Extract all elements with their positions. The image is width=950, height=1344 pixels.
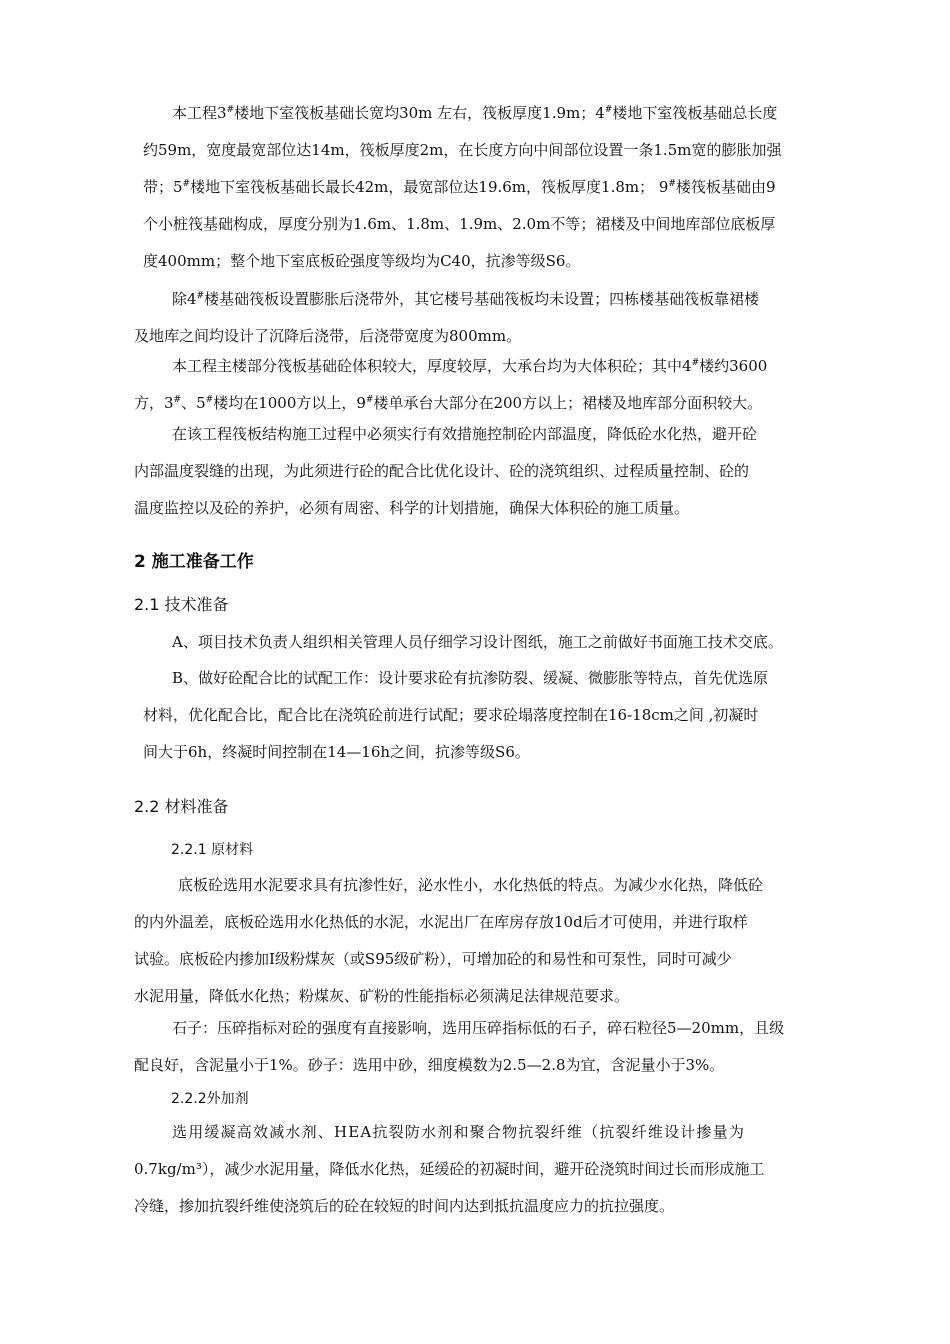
paragraph-foundation-overview [134, 95, 834, 280]
text-line: 方，3#、5#楼均在1000方以上，9#楼单承台大部分在200方以上；裙楼及地库部分面积较大。 [134, 394, 763, 412]
paragraph-aggregates [134, 1010, 834, 1084]
text-line: 除4#楼基础筏板设置膨胀后浇带外，其它楼号基础筏板均未设置；四栋楼基础筏板靠裙楼 [172, 290, 760, 308]
subsubsection-heading-admixtures: 2.2.2外加剂 [171, 1091, 249, 1107]
section-heading: 2 施工准备工作 [134, 552, 254, 572]
text-line: 在该工程筏板结构施工过程中必须实行有效措施控制砼内部温度，降低砼水化热，避开砼 [172, 425, 758, 443]
text-line: 带；5#楼地下室筏板基础长最长42m，最宽部位达19.6m，筏板厚度1.8m； 9#楼筏板基础由9 [143, 178, 776, 196]
text-line: 内部温度裂缝的出现，为此须进行砼的配合比优化设计、砼的浇筑组织、过程质量控制、砼的 [134, 462, 750, 480]
paragraph-mass-concrete [134, 348, 834, 422]
paragraph-cement [134, 867, 834, 1015]
paragraph-post-pour-strip [134, 281, 834, 355]
subsection-heading-materials: 2.2 材料准备 [134, 797, 229, 816]
text-line: 间大于6h，终凝时间控制在14—16h之间，抗渗等级S6。 [143, 743, 530, 761]
text-line: 试验。底板砼内掺加Ⅰ级粉煤灰（或S95级矿粉），可增加砼的和易性和可泵性，同时可减少 [134, 950, 732, 968]
paragraph-item-a [134, 624, 854, 661]
text-line: 材料，优化配合比，配合比在浇筑砼前进行试配；要求砼塌落度控制在16-18cm之间 ,初凝时 [143, 706, 759, 724]
text-line: A、项目技术负责人组织相关管理人员仔细学习设计图纸，施工之前做好书面施工技术交底。 [172, 633, 783, 651]
text-line: 的内外温差，底板砼选用水化热低的水泥，水泥出厂在库房存放10d后才可使用，并进行取样 [134, 913, 748, 931]
subsection-heading-technical: 2.1 技术准备 [134, 595, 229, 614]
text-line: 水泥用量，降低水化热；粉煤灰、矿粉的性能指标必须满足法律规范要求。 [134, 987, 630, 1005]
text-line: 温度监控以及砼的养护，必须有周密、科学的计划措施，确保大体积砼的施工质量。 [134, 499, 690, 517]
text-line: 及地库之间均设计了沉降后浇带，后浇带宽度为800mm。 [134, 327, 522, 345]
paragraph-admixtures [134, 1114, 834, 1225]
subsubsection-heading-raw-materials: 2.2.1 原材料 [171, 842, 254, 858]
text-line: 约59m，宽度最宽部位达14m，筏板厚度2m，在长度方向中间部位设置一条1.5m宽的膨胀加强 [143, 141, 782, 159]
text-line: 配良好，含泥量小于1%。砂子：选用中砂，细度模数为2.5—2.8为宜，含泥量小于3%。 [134, 1056, 725, 1074]
text-line: 本工程3#楼地下室筏板基础长宽均30m 左右，筏板厚度1.9m；4#楼地下室筏板基础总长度 [172, 104, 778, 122]
text-line: 个小桩筏基础构成，厚度分别为1.6m、1.8m、1.9m、2.0m不等；裙楼及中间地库部位底板厚 [143, 215, 776, 233]
text-line: 0.7kg/m³），减少水泥用量，降低水化热，延缓砼的初凝时间，避开砼浇筑时间过长而形成施工 [134, 1160, 765, 1178]
text-line: 石子：压碎指标对砼的强度有直接影响，选用压碎指标低的石子，碎石粒径5—20mm，且级 [172, 1019, 785, 1037]
text-line: 底板砼选用水泥要求具有抗渗性好，泌水性小，水化热低的特点。为减少水化热，降低砼 [178, 876, 764, 894]
text-line: 度400mm；整个地下室底板砼强度等级均为C40，抗渗等级S6。 [143, 252, 581, 270]
text-line: 本工程主楼部分筏板基础砼体积较大，厚度较厚，大承台均为大体积砼；其中4#楼约3600 [172, 357, 768, 375]
text-line: 冷缝，掺加抗裂纤维使浇筑后的砼在较短的时间内达到抵抗温度应力的抗拉强度。 [134, 1197, 675, 1215]
text-line: 选用缓凝高效减水剂、HEA抗裂防水剂和聚合物抗裂纤维（抗裂纤维设计掺量为 [172, 1123, 746, 1141]
text-line: B、做好砼配合比的试配工作：设计要求砼有抗渗防裂、缓凝、微膨胀等特点，首先优选原 [172, 669, 769, 687]
paragraph-item-b [134, 660, 834, 771]
paragraph-temperature-control [134, 416, 834, 527]
